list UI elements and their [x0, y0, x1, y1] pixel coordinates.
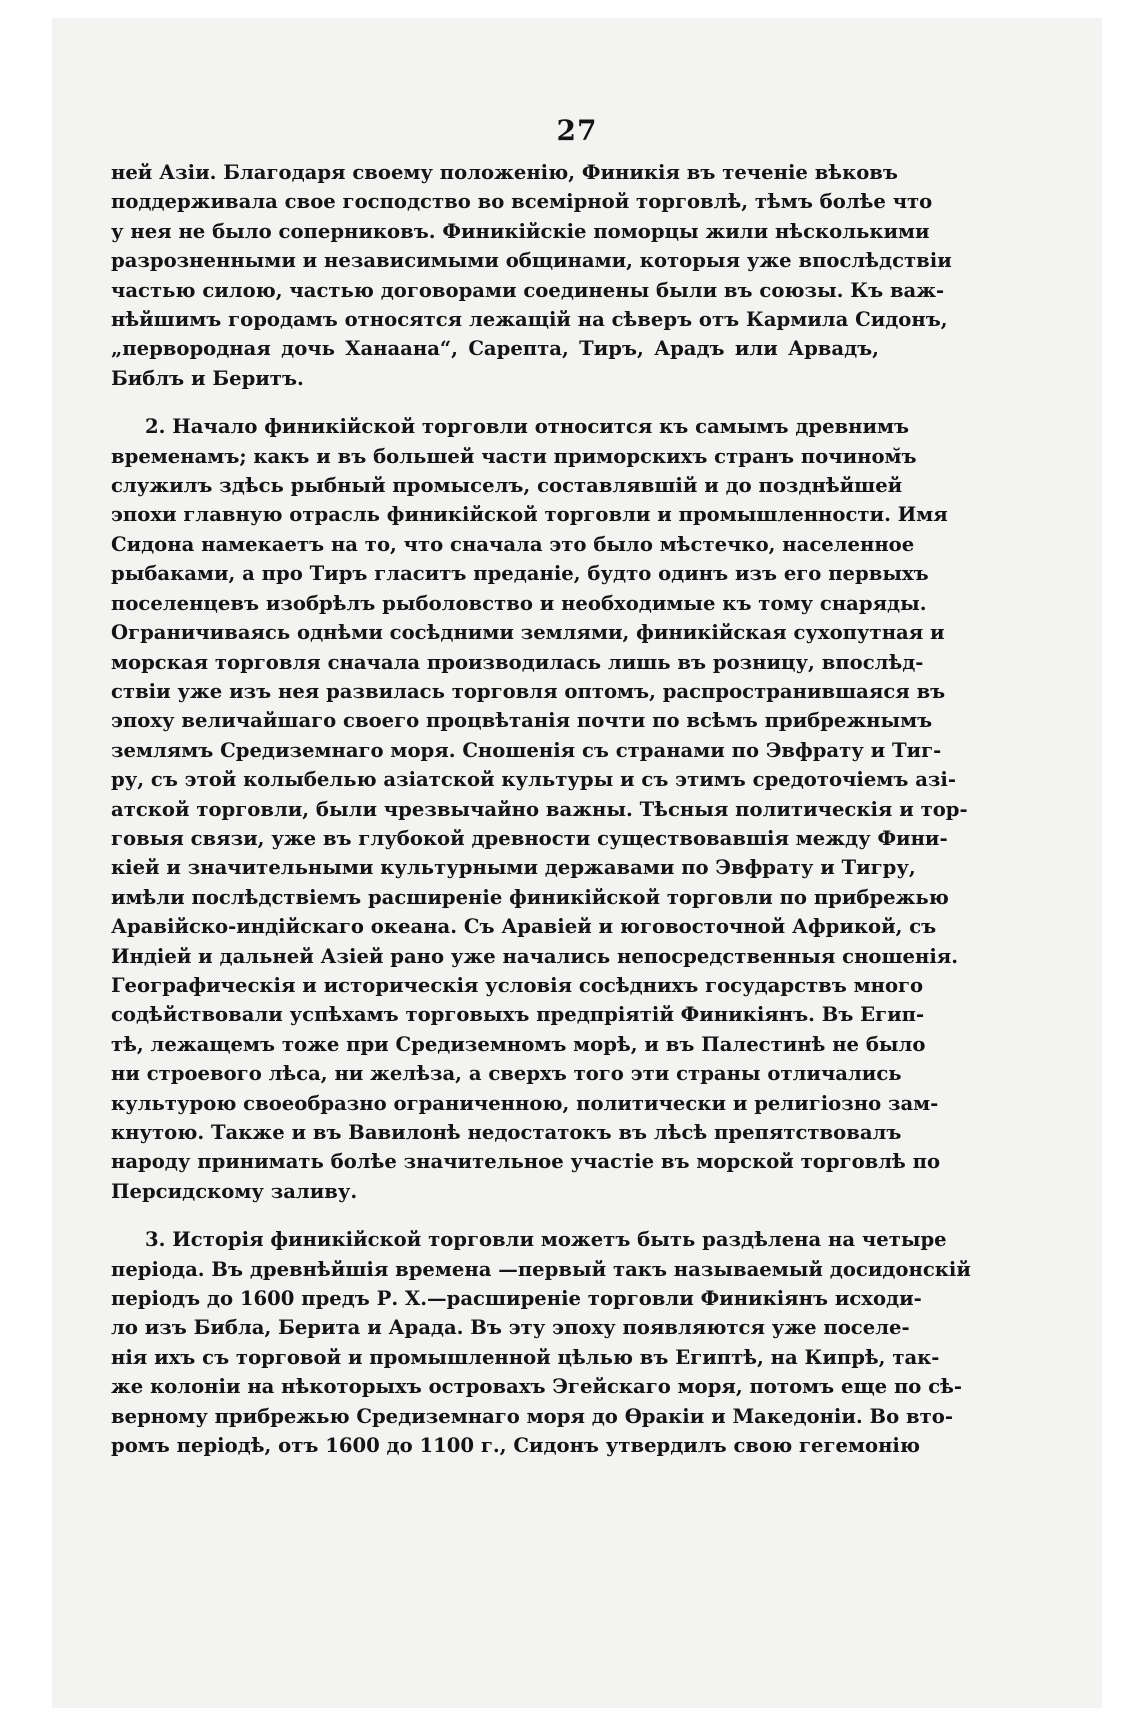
- text-line: морская торговля сначала производилась лишь въ розницу, впослѣд-: [111, 650, 924, 674]
- text-line: культурою своеобразно ограниченною, политически и религіозно зам-: [111, 1091, 939, 1115]
- text-line: поддерживала свое господство во всемірной торговлѣ, тѣмъ болѣе что: [111, 190, 933, 214]
- paragraph: [111, 1225, 971, 1460]
- text-line: періода. Въ древнѣйшія времена —первый такъ называемый досидонскій: [111, 1257, 971, 1281]
- text-line: поселенцевъ изобрѣлъ рыболовство и необходимые къ тому снаряды.: [111, 591, 927, 615]
- paragraph: [111, 412, 968, 1206]
- text-line: Ограничиваясь однѣми сосѣдними землями, финикійская сухопутная и: [111, 621, 945, 645]
- text-line: ло изъ Библа, Берита и Арада. Въ эту эпоху появляются уже поселе-: [111, 1316, 910, 1340]
- text-line: служилъ здѣсь рыбный промыселъ, составлявшій и до позднѣйшей: [111, 474, 903, 498]
- text-line: ней Азіи. Благодаря своему положенію, Финикія въ теченіе вѣковъ: [111, 161, 898, 184]
- text-line: разрозненными и независимыми общинами, которыя уже впослѣдствіи: [111, 249, 952, 273]
- text-line: народу принимать болѣе значительное участіе въ морской торговлѣ по: [111, 1150, 941, 1174]
- text-line: Индіей и дальней Азіей рано уже начались непосредственныя сношенія.: [111, 944, 959, 968]
- text-line: временамъ; какъ и въ большей части приморскихъ странъ почином̆ъ: [111, 444, 917, 468]
- text-line: землямъ Средиземнаго моря. Сношенія съ странами по Эвфрату и Тиг-: [111, 738, 942, 762]
- text-line: Сидона намекаетъ на то, что сначала это было мѣстечко, населенное: [111, 532, 915, 556]
- text-line: у нея не было соперниковъ. Финикійскіе поморцы жили нѣсколькими: [111, 219, 930, 243]
- paragraph: [111, 158, 952, 393]
- text-line: 3. Исторія финикійской торговли можетъ быть раздѣлена на четыре: [145, 1228, 947, 1252]
- text-line: нія ихъ съ торговой и промышленной цѣлью въ Египтѣ, на Кипрѣ, так-: [111, 1345, 940, 1369]
- text-line: имѣли послѣдствіемъ расширеніе финикійской торговли по прибрежью: [111, 885, 949, 909]
- text-line: нѣйшимъ городамъ относятся лежащій на сѣверъ отъ Кармила Сидонъ,: [111, 308, 948, 332]
- text-line: тѣ, лежащемъ тоже при Средиземномъ морѣ, и въ Палестинѣ не было: [111, 1032, 926, 1056]
- text-line: Библъ и Беритъ.: [111, 366, 304, 390]
- text-line: „первородная дочь Ханаана“, Сарепта, Тиръ, Арадъ или Арвадъ,: [111, 337, 879, 361]
- text-line: кнутою. Также и въ Вавилонѣ недостатокъ въ лѣсѣ препятствовалъ: [111, 1121, 902, 1144]
- text-line: верному прибрежью Средиземнаго моря до Ѳракіи и Македоніи. Во вто-: [111, 1404, 953, 1428]
- text-line: рыбаками, а про Тиръ гласитъ преданіе, будто одинъ изъ его первыхъ: [111, 562, 929, 586]
- text-line: Географическія и историческія условія сосѣднихъ государствъ много: [111, 973, 924, 997]
- text-line: эпоху величайшаго своего процвѣтанія почти по всѣмъ прибрежнымъ: [111, 709, 933, 733]
- text-line: эпохи главную отрасль финикійской торговли и промышленности. Имя: [111, 503, 948, 527]
- text-line: же колоніи на нѣкоторыхъ островахъ Эгейскаго моря, потомъ еще по сѣ-: [111, 1375, 963, 1399]
- body-text: [111, 158, 971, 1479]
- text-line: ромъ періодѣ, отъ 1600 до 1100 г., Сидонъ утвердилъ свою гегемонію: [111, 1434, 920, 1458]
- text-line: говыя связи, уже въ глубокой древности существовавшія между Фини-: [111, 826, 948, 850]
- text-line: атской торговли, были чрезвычайно важны. Тѣсныя политическія и тор-: [111, 797, 968, 821]
- text-line: ру, съ этой колыбелью азіатской культуры и съ этимъ средоточіемъ азі-: [111, 768, 956, 792]
- text-line: 2. Начало финикійской торговли относится къ самымъ древнимъ: [145, 415, 910, 439]
- text-line: кіей и значительными культурными державами по Эвфрату и Тигру,: [111, 856, 916, 880]
- text-line: Аравійско-индійскаго океана. Съ Аравіей и юговосточной Африкой, съ: [111, 915, 937, 939]
- text-line: частью силою, частью договорами соединены были въ союзы. Къ важ-: [111, 278, 945, 302]
- text-line: Персидскому заливу.: [111, 1179, 358, 1203]
- text-line: содѣйствовали успѣхамъ торговыхъ предпріятій Финикіянъ. Въ Егип-: [111, 1003, 925, 1027]
- text-line: періодъ до 1600 предъ Р. Х.—расширеніе торговли Финикіянъ исходи-: [111, 1287, 922, 1311]
- page-number: 27: [556, 114, 598, 147]
- text-line: ствіи уже изъ нея развилась торговля оптомъ, распространившаяся въ: [111, 679, 946, 703]
- text-line: ни строевого лѣса, ни желѣза, а сверхъ того эти страны отличались: [111, 1062, 902, 1086]
